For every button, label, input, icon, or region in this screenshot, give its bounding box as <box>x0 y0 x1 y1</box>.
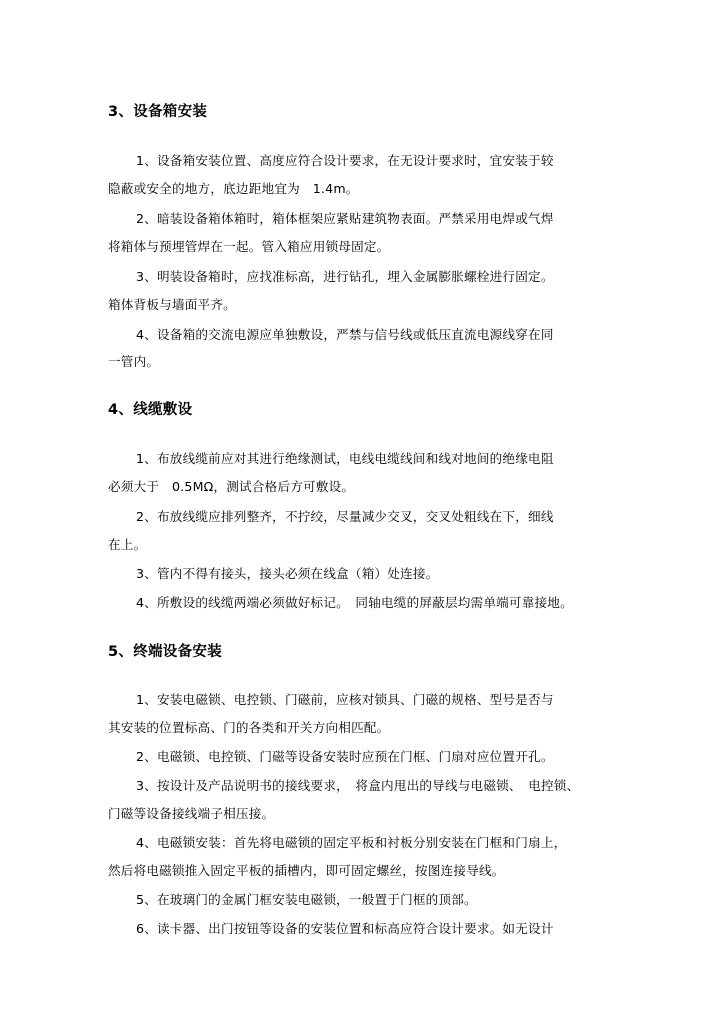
paragraph-line: 一管内。 <box>108 354 160 369</box>
paragraph-line: 2、暗装设备箱体箱时，箱体框架应紧贴建筑物表面。严禁采用电焊或气焊 <box>136 211 554 226</box>
paragraph-line: 4、所敷设的线缆两端必须做好标记。 同轴电缆的屏蔽层均需单端可靠接地。 <box>136 595 573 610</box>
paragraph-line: 6、读卡器、出门按钮等设备的安装位置和标高应符合设计要求。如无设计 <box>136 921 554 936</box>
paragraph-line: 4、电磁锁安装：首先将电磁锁的固定平板和衬板分别安装在门框和门扇上， <box>136 835 567 850</box>
section-heading: 4、线缆敷设 <box>108 402 193 418</box>
paragraph-line: 箱体背板与墙面平齐。 <box>108 297 236 312</box>
paragraph-line: 门磁等设备接线端子相压接。 <box>108 806 275 821</box>
paragraph-line: 1、设备箱安装位置、高度应符合设计要求，在无设计要求时，宜安装于较 <box>136 153 554 168</box>
paragraph-line: 在上。 <box>108 537 147 552</box>
section-heading: 3、设备箱安装 <box>108 104 208 120</box>
paragraph-line: 3、明装设备箱时，应找准标高，进行钻孔，埋入金属膨胀螺栓进行固定。 <box>136 269 554 284</box>
paragraph-line: 5、在玻璃门的金属门框安装电磁锁，一般置于门框的顶部。 <box>136 892 477 907</box>
paragraph-line: 然后将电磁锁推入固定平板的插槽内，即可固定螺丝，按图连接导线。 <box>108 863 505 878</box>
paragraph-line: 必须大于 0.5MΩ，测试合格后方可敷设。 <box>108 479 355 494</box>
paragraph-line: 3、管内不得有接头，接头必须在线盒（箱）处连接。 <box>136 566 439 581</box>
paragraph-line: 4、设备箱的交流电源应单独敷设，严禁与信号线或低压直流电源线穿在同 <box>136 327 554 342</box>
paragraph-line: 其安装的位置标高、门的各类和开关方向相匹配。 <box>108 720 390 735</box>
paragraph-line: 1、布放线缆前应对其进行绝缘测试，电线电缆线间和线对地间的绝缘电阻 <box>136 451 554 466</box>
paragraph-line: 将箱体与预埋管焊在一起。管入箱应用锁母固定。 <box>108 239 390 254</box>
section-heading: 5、终端设备安装 <box>108 644 222 660</box>
paragraph-line: 3、按设计及产品说明书的接线要求， 将盒内甩出的导线与电磁锁、 电控锁、 <box>136 778 580 793</box>
paragraph-line: 隐蔽或安全的地方，底边距地宜为 1.4m。 <box>108 181 359 196</box>
paragraph-line: 2、电磁锁、电控锁、门磁等设备安装时应预在门框、门扇对应位置开孔。 <box>136 749 554 764</box>
paragraph-line: 2、布放线缆应排列整齐，不拧绞，尽量减少交叉，交叉处粗线在下，细线 <box>136 509 554 524</box>
paragraph-line: 1、安装电磁锁、电控锁、门磁前，应核对锁具、门磁的规格、型号是否与 <box>136 692 554 707</box>
